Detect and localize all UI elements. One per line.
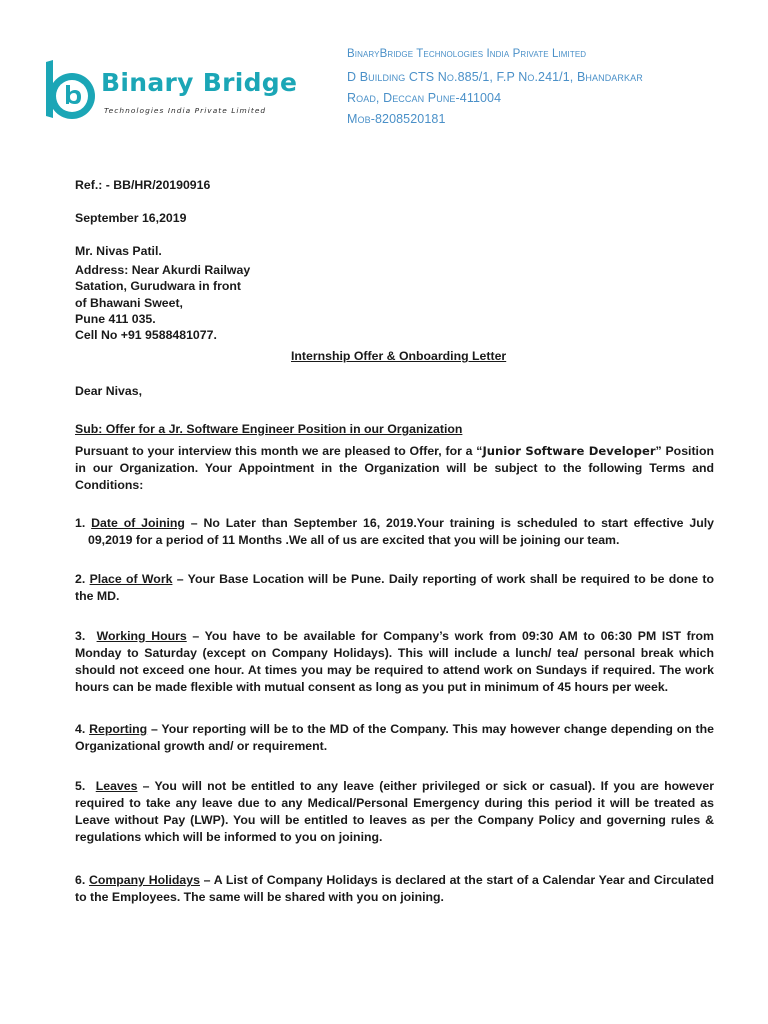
company-address-line1: D Building CTS No.885/1, F.P No.241/1, Bhandarkar: [347, 70, 643, 84]
term-number: 1.: [75, 516, 86, 530]
term-heading: Company Holidays: [88, 873, 200, 887]
recipient-name: Mr. Nivas Patil.: [75, 244, 162, 258]
term-text: – Your reporting will be to the MD of the Company. This may however change depending on the Organizational growth and/ or requirement.: [75, 722, 715, 753]
intro-paragraph: [75, 443, 714, 494]
term-number: 6.: [75, 873, 86, 887]
term-number: 3.: [75, 629, 86, 643]
intro-text-continued: ” Position in our Organization. Your Appointment in the Organization will be subject to the following Terms and Conditions:: [75, 444, 714, 492]
logo-wordmark: Binary Bridge: [101, 68, 298, 97]
recipient-cell: Cell No +91 9588481077.: [75, 328, 217, 343]
company-address-line2: Road, Deccan Pune-411004: [347, 91, 502, 105]
term-working-hours: [75, 628, 714, 696]
address-line: Pune 411 035.: [75, 311, 156, 326]
address-line: Address: Near Akurdi Railway: [75, 263, 251, 277]
term-company-holidays: [75, 872, 714, 906]
term-heading: Date of Joining: [91, 516, 185, 530]
term-heading: Reporting: [89, 722, 148, 736]
term-text-line2: 09,2019 for a period of 11 Months .We all of us are excited that you will be joining our team.: [88, 533, 620, 547]
term-place-of-work: [75, 571, 714, 605]
term-number: 2.: [75, 572, 86, 586]
intro-text: Pursuant to your interview this month we are pleased to Offer, for a “: [75, 444, 483, 458]
term-number: 4.: [75, 722, 86, 736]
term-leaves: [75, 778, 714, 846]
subject-line: Sub: Offer for a Jr. Software Engineer Position in our Organization: [75, 422, 463, 436]
company-mobile: Mob-8208520181: [347, 112, 446, 126]
company-name: BinaryBridge Technologies India Private Limited: [347, 48, 587, 60]
term-heading: Working Hours: [96, 629, 187, 643]
address-line: of Bhawani Sweet,: [75, 295, 183, 310]
term-date-of-joining: [75, 515, 714, 549]
recipient-address: [75, 262, 250, 343]
term-heading: Leaves: [95, 779, 138, 793]
term-text: – You have to be available for Company’s work from 09:30 AM to 06:30 PM IST from Monday to Saturday (except on Company Holidays). This will include a lunch/ tea/ personal break which should not exceed one hour. At times you may be required to attend work on Sundays if required. The work hours can be made flexible with mutual consent as long as you put in minimum of 45 hours per week.: [75, 629, 714, 694]
term-number: 5.: [75, 779, 86, 793]
letter-title: Internship Offer & Onboarding Letter: [291, 349, 507, 363]
address-line: Satation, Gurudwara in front: [75, 279, 242, 294]
term-reporting: [75, 721, 714, 755]
term-text: – A List of Company Holidays is declared at the start of a Calendar Year and Circulated to the Employees. The same will be shared with you on joining.: [75, 873, 714, 904]
term-text: – No Later than September 16, 2019.Your training is scheduled to start effective July: [184, 516, 714, 530]
letter-date: September 16,2019: [75, 211, 187, 225]
term-text: – Your Base Location will be Pune. Daily reporting of work shall be required to be done to the MD.: [75, 572, 714, 603]
term-text: – You will not be entitled to any leave (either privileged or sick or casual). If you are however required to take any leave due to any Medical/Personal Emergency during this period it will be treated as Leave without Pay (LWP). You will be entitled to leaves as per the Company Policy and governing rules & regulations which will be informed to you on joining.: [75, 779, 714, 844]
company-header: [347, 44, 643, 130]
term-heading: Place of Work: [89, 572, 173, 586]
logo-tagline: Technologies India Private Limited: [104, 106, 267, 115]
reference-number: Ref.: - BB/HR/20190916: [75, 178, 211, 192]
salutation: Dear Nivas,: [75, 384, 142, 398]
binary-bridge-logo-icon: [42, 58, 102, 124]
company-logo: [42, 58, 314, 124]
intro-position: Junior Software Developer: [482, 444, 656, 458]
